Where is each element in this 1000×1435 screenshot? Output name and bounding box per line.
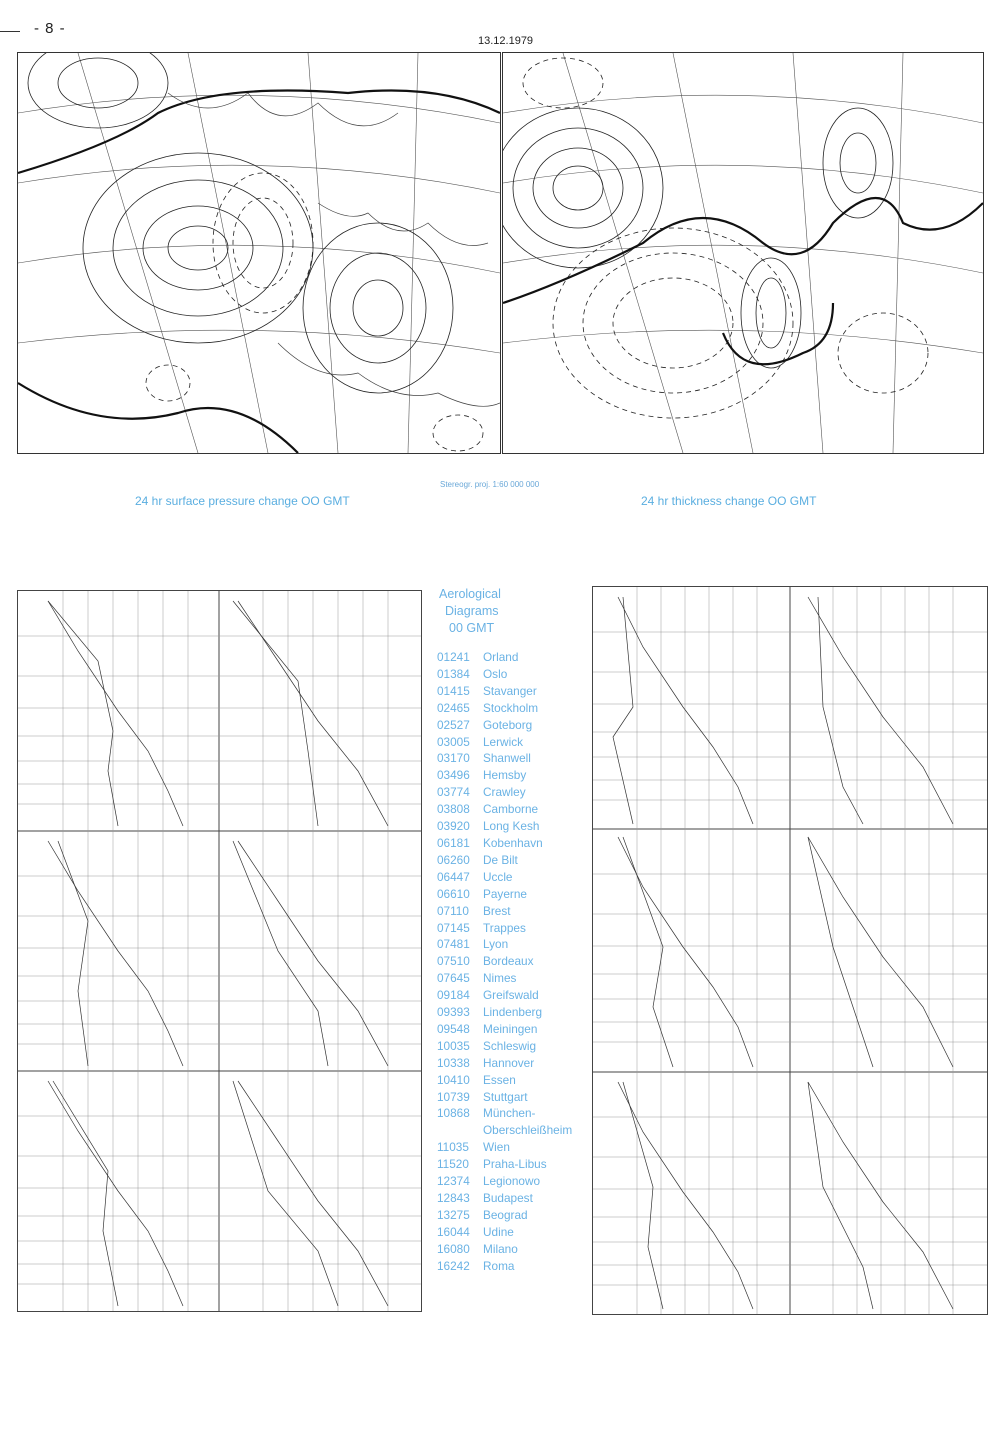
station-name: Stockholm [483,700,539,715]
station-code: 10338 [437,1055,470,1070]
diagram-grid-left [18,591,421,1311]
station-code: 01384 [437,666,470,681]
station-code: 10868 [437,1106,470,1121]
station-name: De Bilt [483,852,518,867]
station-name: Hannover [483,1055,535,1070]
station-name: Lerwick [483,734,523,749]
station-entry [437,1258,587,1275]
station-entry [437,801,587,818]
station-name: Greifswald [483,988,539,1003]
station-code: 03170 [437,751,470,766]
station-name: Nimes [483,971,517,986]
station-code: 16044 [437,1224,470,1239]
station-code: 10410 [437,1072,470,1087]
station-name: Bordeaux [483,954,534,969]
isallobar-lines [28,53,453,393]
thickness-lines [503,108,893,368]
station-name: Stavanger [483,683,537,698]
station-code: 09393 [437,1005,470,1020]
station-name: Camborne [483,802,539,817]
station-entry [437,1038,587,1055]
station-entry [437,970,587,987]
station-entry [437,666,587,683]
station-entry [437,649,587,666]
station-name: Praha-Libus [483,1157,547,1172]
panel-borders [593,587,987,1314]
station-code: 03920 [437,819,470,834]
station-entry [437,852,587,869]
station-entry [437,936,587,953]
station-entry [437,886,587,903]
thickness-map-drawing [503,53,983,453]
station-code: 03005 [437,734,470,749]
station-entry [437,1089,587,1106]
station-code: 02527 [437,717,470,732]
thickness-change-map [502,52,984,454]
station-name: Long Kesh [483,819,540,834]
top-rule [0,31,20,32]
page-date: 13.12.1979 [478,35,534,47]
station-code: 03774 [437,785,470,800]
station-name: Oslo [483,666,508,681]
station-name: Wien [483,1140,510,1155]
station-name: Uccle [483,869,513,884]
surface-pressure-change-map [17,52,501,454]
station-entry [437,1241,587,1258]
legend-title-2: Diagrams [445,604,499,618]
station-name: Essen [483,1072,516,1087]
station-name: Lindenberg [483,1005,543,1020]
station-name: Brest [483,903,511,918]
station-entry [437,750,587,767]
station-entry [437,869,587,886]
station-entry [437,1055,587,1072]
station-code: 06260 [437,852,470,867]
station-entry [437,835,587,852]
station-entry [437,784,587,801]
station-name: Goteborg [483,717,533,732]
station-name: Orland [483,650,519,664]
station-name: Payerne [483,886,527,901]
station-code: 06181 [437,835,470,850]
station-code: 06610 [437,886,470,901]
station-entry [437,717,587,734]
aerological-legend [437,586,587,1275]
zero-thickness-line [503,198,983,364]
station-name: Beograd [483,1207,528,1222]
station-entry [437,1021,587,1038]
station-code: 03496 [437,768,470,783]
station-entry [437,1224,587,1241]
station-entry [437,683,587,700]
pressure-map-drawing [18,53,500,453]
station-code: 01241 [437,650,470,664]
station-entry [437,1004,587,1021]
station-entry [437,818,587,835]
station-entry [437,987,587,1004]
station-name: Budapest [483,1191,533,1205]
station-code: 06447 [437,869,470,884]
station-code: 16080 [437,1241,470,1256]
aerological-diagrams-left [17,590,422,1312]
station-name: Trappes [483,920,526,935]
station-entry [437,1105,587,1139]
station-code: 07481 [437,937,470,952]
station-code: 11520 [437,1157,469,1172]
legend-title-1: Aerological [439,587,501,601]
station-entry [437,1156,587,1173]
thickness-map-caption: 24 hr thickness change OO GMT [641,494,817,508]
coastlines [168,93,500,406]
station-code: 12374 [437,1174,470,1189]
station-name: Udine [483,1224,514,1239]
station-name: Meiningen [483,1021,538,1036]
station-entry [437,1190,587,1207]
station-code: 02465 [437,700,470,715]
station-entry [437,1207,587,1224]
station-entry [437,920,587,937]
panel-borders [18,591,421,1311]
station-name: Lyon [483,937,509,952]
station-name: Hemsby [483,768,527,783]
pressure-map-caption: 24 hr surface pressure change OO GMT [135,494,350,508]
diagram-grid-right [593,587,987,1314]
zero-isallobar [18,91,500,454]
map-graticule [18,53,500,453]
aerological-diagrams-right [592,586,988,1315]
station-entry [437,700,587,717]
station-code: 03808 [437,802,470,817]
station-code: 10739 [437,1089,470,1104]
station-code: 07145 [437,920,470,935]
temperature-gridlines [637,587,953,1314]
station-entry [437,903,587,920]
station-name: Crawley [483,785,526,800]
station-code: 13275 [437,1207,470,1222]
station-name: Kobenhavn [483,835,543,850]
negative-thickness-lines [523,58,928,418]
station-name: München- Oberschleißheim [483,1106,573,1138]
station-name: Milano [483,1241,518,1256]
station-entry [437,734,587,751]
station-name: Legionowo [483,1174,541,1189]
projection-note: Stereogr. proj. 1:60 000 000 [440,480,540,489]
station-entry [437,1072,587,1089]
station-code: 10035 [437,1038,470,1053]
station-code: 12843 [437,1191,470,1205]
station-code: 01415 [437,683,470,698]
station-code: 07510 [437,954,470,969]
station-entry [437,767,587,784]
legend-title-3: 00 GMT [449,621,495,635]
sounding-profiles [48,601,388,1306]
station-code: 16242 [437,1258,470,1273]
station-code: 07645 [437,971,470,986]
temperature-gridlines [63,591,388,1311]
station-name: Schleswig [483,1038,537,1053]
station-list [437,649,587,1275]
station-code: 11035 [437,1140,469,1155]
station-name: Roma [483,1258,515,1273]
station-name: Shanwell [483,751,531,766]
station-name: Stuttgart [483,1089,528,1104]
station-entry [437,1139,587,1156]
station-entry [437,953,587,970]
station-code: 09548 [437,1021,470,1036]
station-entry [437,1173,587,1190]
station-code: 07110 [437,903,469,918]
station-code: 09184 [437,988,470,1003]
page-number: - 8 - [34,20,66,37]
map-graticule [503,53,983,453]
